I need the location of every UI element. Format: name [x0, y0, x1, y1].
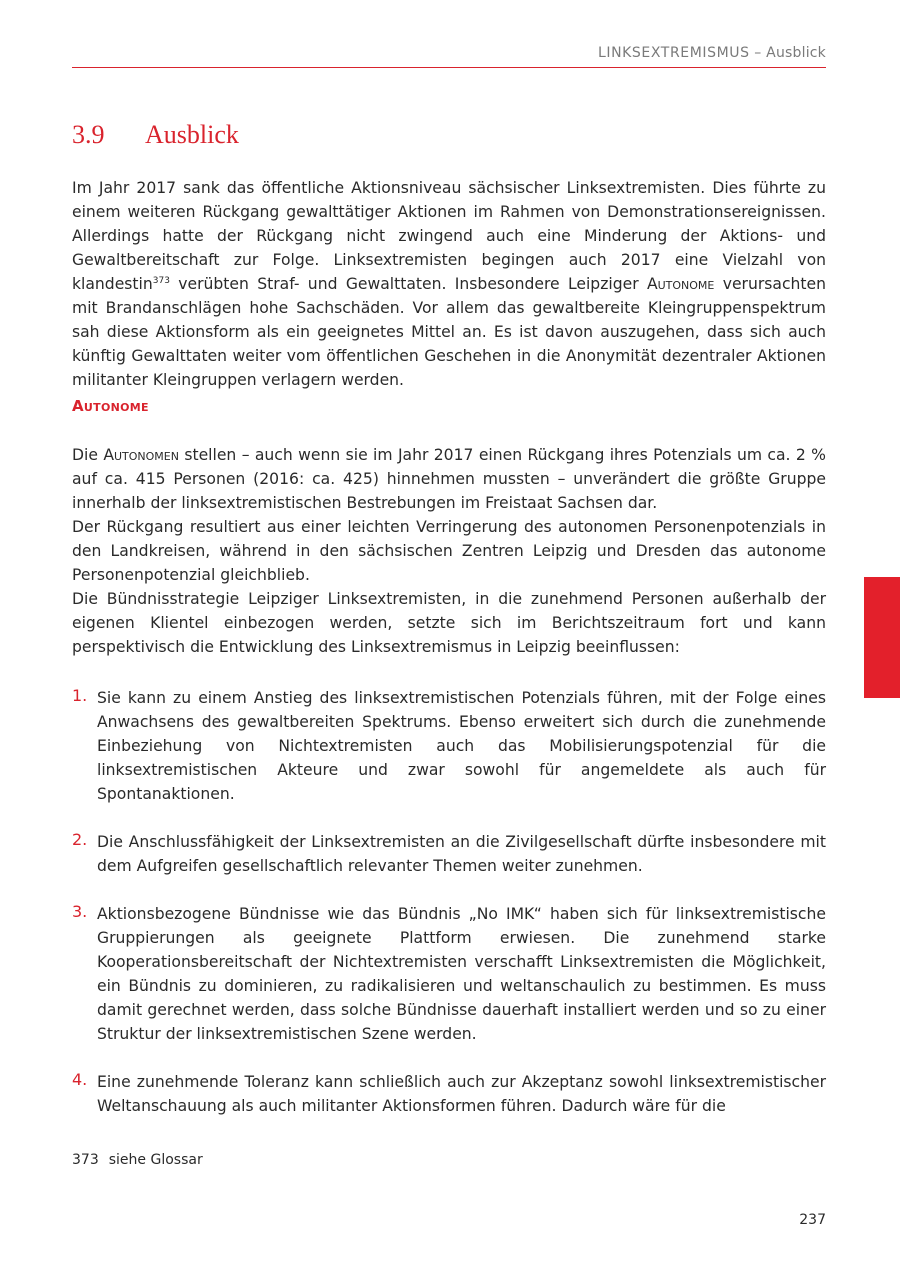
- section-title: Ausblick: [145, 120, 239, 149]
- autonome-body: [72, 443, 826, 659]
- intro-paragraph: [72, 176, 826, 392]
- autonome-p1-term: Autonomen: [103, 446, 179, 464]
- chapter-side-tab: [864, 577, 900, 698]
- intro-text-3: verursachten mit Brandanschlägen hohe Sachschäden. Vor allem das gewaltbereite Kleingruppenspektrum sah diese Aktionsform als ein geeignetes Mittel an. Es ist davon auszugehen, dass sich auch künftig Gewalttaten weiter vom öffentlichen Geschehen in die Anonymität dezentraler Aktionen militanter Kleingruppen verlagern werden.: [72, 275, 826, 389]
- page-number: 237: [799, 1212, 826, 1228]
- footnote-number: 373: [72, 1152, 99, 1168]
- list-item-number: 2.: [72, 830, 88, 849]
- autonome-paragraph-3: Die Bündnisstrategie Leipziger Linksextremisten, in die zunehmend Personen außerhalb der eigenen Klientel einbezogen werden, setzte sich im Berichtszeitraum fort und kann perspektivisch die Entwicklung des Linksextremismus in Leipzig beeinflussen:: [72, 590, 826, 656]
- numbered-list: [72, 686, 826, 1142]
- running-header: [598, 45, 826, 61]
- footnote: [72, 1152, 203, 1168]
- intro-text-2: verübten Straf- und Gewalttaten. Insbesondere Leipziger: [169, 275, 647, 293]
- autonome-paragraph-2: Der Rückgang resultiert aus einer leichten Verringerung des autonomen Personenpotenzials in den Landkreisen, während in den sächsischen Zentren Leipzig und Dresden das autonome Personenpotenzial gleichblieb.: [72, 518, 826, 584]
- header-separator: –: [749, 45, 767, 61]
- subheading-autonome: Autonome: [72, 397, 149, 415]
- list-item: [72, 902, 826, 1046]
- section-heading: [72, 120, 239, 150]
- autonome-paragraph-1: [72, 443, 826, 515]
- footnote-text: siehe Glossar: [108, 1152, 203, 1168]
- footnote-reference: 373: [152, 276, 170, 286]
- list-item-number: 4.: [72, 1070, 88, 1089]
- list-item-text: Die Anschlussfähigkeit der Linksextremisten an die Zivilgesellschaft dürfte insbesondere mit dem Aufgreifen gesellschaftlich relevanter Themen weiter zunehmen.: [97, 833, 826, 875]
- header-chapter: LINKSEXTREMISMUS: [597, 45, 750, 61]
- list-item-text: Aktionsbezogene Bündnisse wie das Bündnis „No IMK“ haben sich für linksextremistische Gruppierungen als geeignete Plattform erwiesen. Die zunehmend starke Kooperationsbereitschaft der Nichtextremisten verschafft Linksextremisten die Möglichkeit, ein Bündnis zu dominieren, zu radikalisieren und weltanschaulich zu bestimmen. Es muss damit gerechnet werden, dass solche Bündnisse dauerhaft installiert werden und so zu einer Struktur der linksextremistischen Szene werden.: [97, 905, 826, 1043]
- list-item: [72, 830, 826, 878]
- list-item-number: 1.: [72, 686, 88, 705]
- header-divider: [72, 67, 826, 68]
- list-item-number: 3.: [72, 902, 88, 921]
- list-item: [72, 686, 826, 806]
- list-item-text: Sie kann zu einem Anstieg des linksextremistischen Potenzials führen, mit der Folge eines Anwachsens des gewaltbereiten Spektrums. Ebenso erweitert sich durch die zunehmende Einbeziehung von Nichtextremisten auch das Mobilisierungspotenzial für die linksextremistischen Akteure und zwar sowohl für angemeldete als auch für Spontanaktionen.: [97, 689, 826, 803]
- intro-term-autonome: Autonome: [646, 275, 715, 293]
- autonome-p1-pre: Die: [72, 446, 104, 464]
- list-item: [72, 1070, 826, 1118]
- autonome-p1-post: stellen – auch wenn sie im Jahr 2017 einen Rückgang ihres Potenzials um ca. 2 % auf ca. 415 Personen (2016: ca. 425) hinnehmen mussten – unverändert die größte Gruppe innerhalb der linksextremistischen Bestrebungen im Freistaat Sachsen dar.: [72, 446, 826, 512]
- header-section: Ausblick: [766, 45, 826, 61]
- section-number: 3.9: [72, 120, 105, 149]
- list-item-text: Eine zunehmende Toleranz kann schließlich auch zur Akzeptanz sowohl linksextremistischer Weltanschauung als auch militanter Aktionsformen führen. Dadurch wäre für die: [97, 1073, 826, 1115]
- intro-text-1: Im Jahr 2017 sank das öffentliche Aktionsniveau sächsischer Linksextremisten. Dies führte zu einem weiteren Rückgang gewalttätiger Aktionen im Rahmen von Demonstrationsereignissen. Allerdings hatte der Rückgang nicht zwingend auch eine Minderung der Aktions- und Gewaltbereitschaft zur Folge. Linksextremisten begingen auch 2017 eine Vielzahl von klandestin: [72, 179, 826, 293]
